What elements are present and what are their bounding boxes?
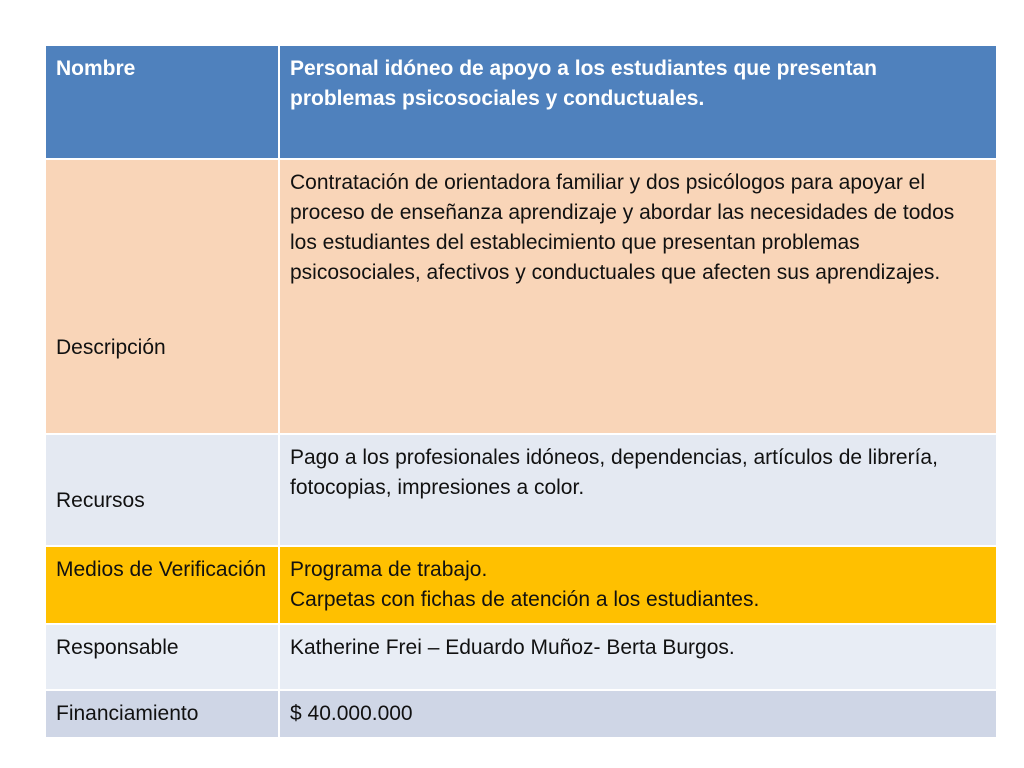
responsable-label: Responsable [45,624,279,690]
table-row-nombre [45,45,997,159]
medios-label: Medios de Verificación [45,546,279,624]
table-row-financiamiento [45,690,997,738]
descripcion-value: Contratación de orientadora familiar y dos psicólogos para apoyar el proceso de enseñanza aprendizaje y abordar las necesidades de todos los estudiantes del establecimiento que presentan problemas psicosociales, afectivos y conductuales que afecten sus aprendizajes. [279,159,997,434]
table-row-descripcion [45,159,997,434]
medios-line-1: Programa de trabajo. [290,558,488,581]
medios-line-2: Carpetas con fichas de atención a los estudiantes. [290,588,760,611]
financiamiento-value: $ 40.000.000 [279,690,997,738]
table-row-medios [45,546,997,624]
table-row-responsable [45,624,997,690]
financiamiento-label: Financiamiento [45,690,279,738]
table-row-recursos [45,434,997,546]
descripcion-label: Descripción [45,159,279,434]
project-table [44,44,998,739]
nombre-value: Personal idóneo de apoyo a los estudiantes que presentan problemas psicosociales y conductuales. [279,45,997,159]
medios-value [279,546,997,624]
nombre-label: Nombre [45,45,279,159]
recursos-label: Recursos [45,434,279,546]
responsable-value: Katherine Frei – Eduardo Muñoz- Berta Burgos. [279,624,997,690]
recursos-value: Pago a los profesionales idóneos, dependencias, artículos de librería, fotocopias, impresiones a color. [279,434,997,546]
